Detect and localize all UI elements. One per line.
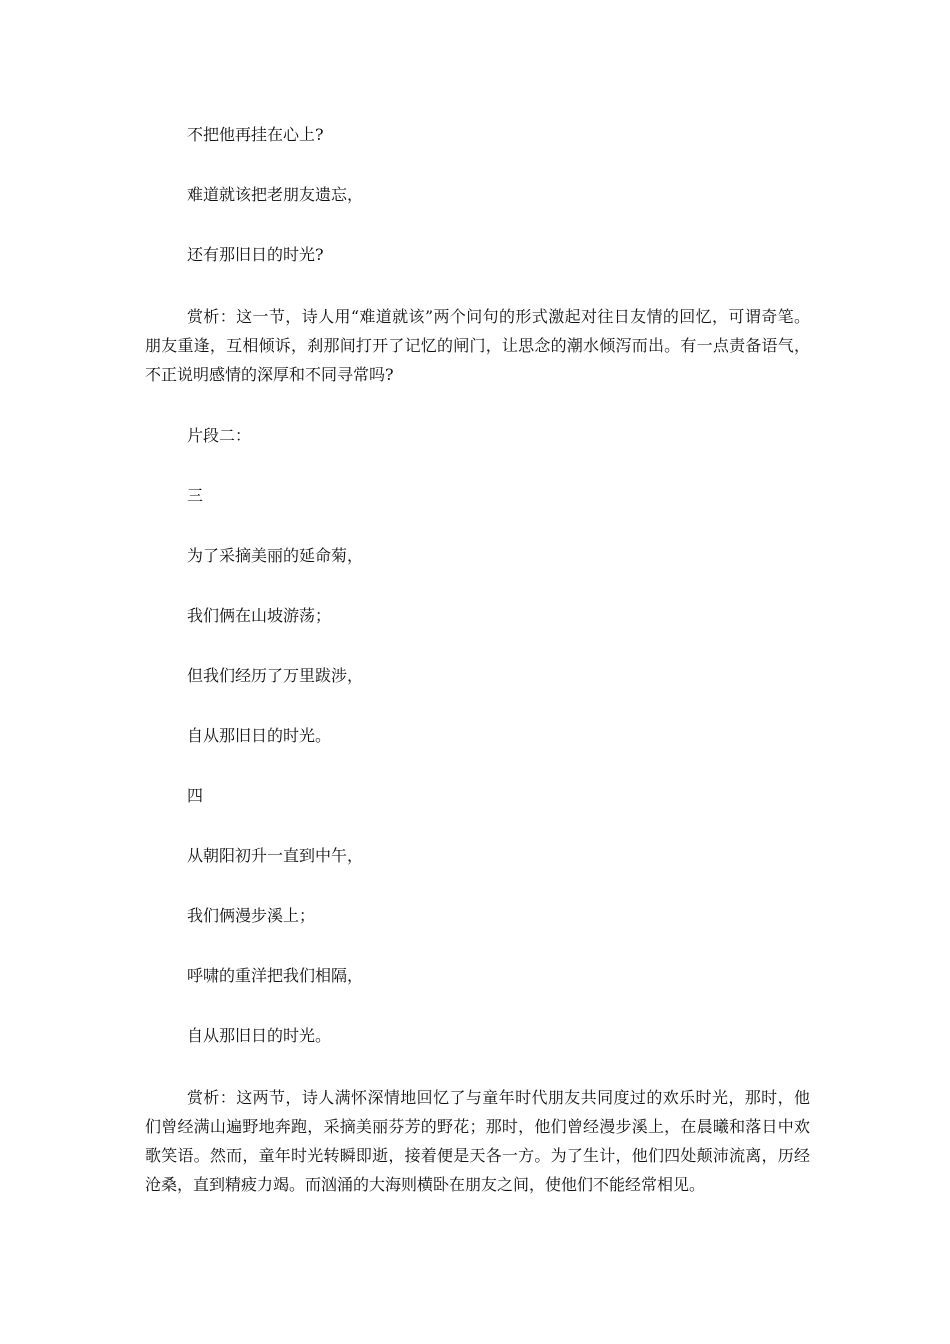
poem-line: 我们俩在山坡游荡； <box>187 606 332 625</box>
poem-line: 呼啸的重洋把我们相隔， <box>187 966 364 985</box>
analysis-paragraph-1 <box>145 302 810 389</box>
analysis-text: 他们曾经满山遍野地奔跑，采摘美丽芬芳的野花；那时，他们曾经漫步溪上，在晨曦和落 <box>145 1088 810 1136</box>
stanza-number: 四 <box>187 786 204 805</box>
analysis-text: 备语气，不正说明感情的深厚和不同寻常吗? <box>145 336 810 384</box>
poem-line: 不把他再挂在心上? <box>187 125 324 144</box>
fragment-label: 片段二： <box>187 426 252 445</box>
analysis-text: 流离，历经沧桑，直到精疲力竭。而汹涌的大海则横卧在朋友之间，使他们不能经常相见。 <box>145 1146 810 1194</box>
analysis-text: 笔。朋友重逢，互相倾诉，刹那间打开了记忆的闸门，让思念的潮水倾泻而出。有一点责 <box>145 307 810 355</box>
analysis-text: 赏析：这两节，诗人满怀深情地回忆了与童年时代朋友共同度过的欢乐时光，那时， <box>187 1088 794 1107</box>
poem-line: 我们俩漫步溪上； <box>187 906 316 925</box>
poem-line: 难道就该把老朋友遗忘， <box>187 185 364 204</box>
poem-line: 但我们经历了万里跋涉， <box>187 666 364 685</box>
poem-line: 自从那旧日的时光。 <box>187 726 332 745</box>
poem-line: 从朝阳初升一直到中午， <box>187 846 364 865</box>
stanza-number: 三 <box>187 486 204 505</box>
poem-line: 自从那旧日的时光。 <box>187 1026 332 1045</box>
document-body <box>145 122 810 1233</box>
analysis-text: 日中欢歌笑语。然而，童年时光转瞬即逝，接着便是天各一方。为了生计，他们四处颠沛 <box>145 1117 810 1165</box>
poem-line: 还有那旧日的时光? <box>187 245 324 264</box>
analysis-text: 赏析：这一节，诗人用“难道就该”两个问句的形式激起对往日友情的回忆，可谓奇 <box>187 307 778 326</box>
analysis-paragraph-2 <box>145 1083 810 1199</box>
poem-line: 为了采摘美丽的延命菊， <box>187 546 364 565</box>
